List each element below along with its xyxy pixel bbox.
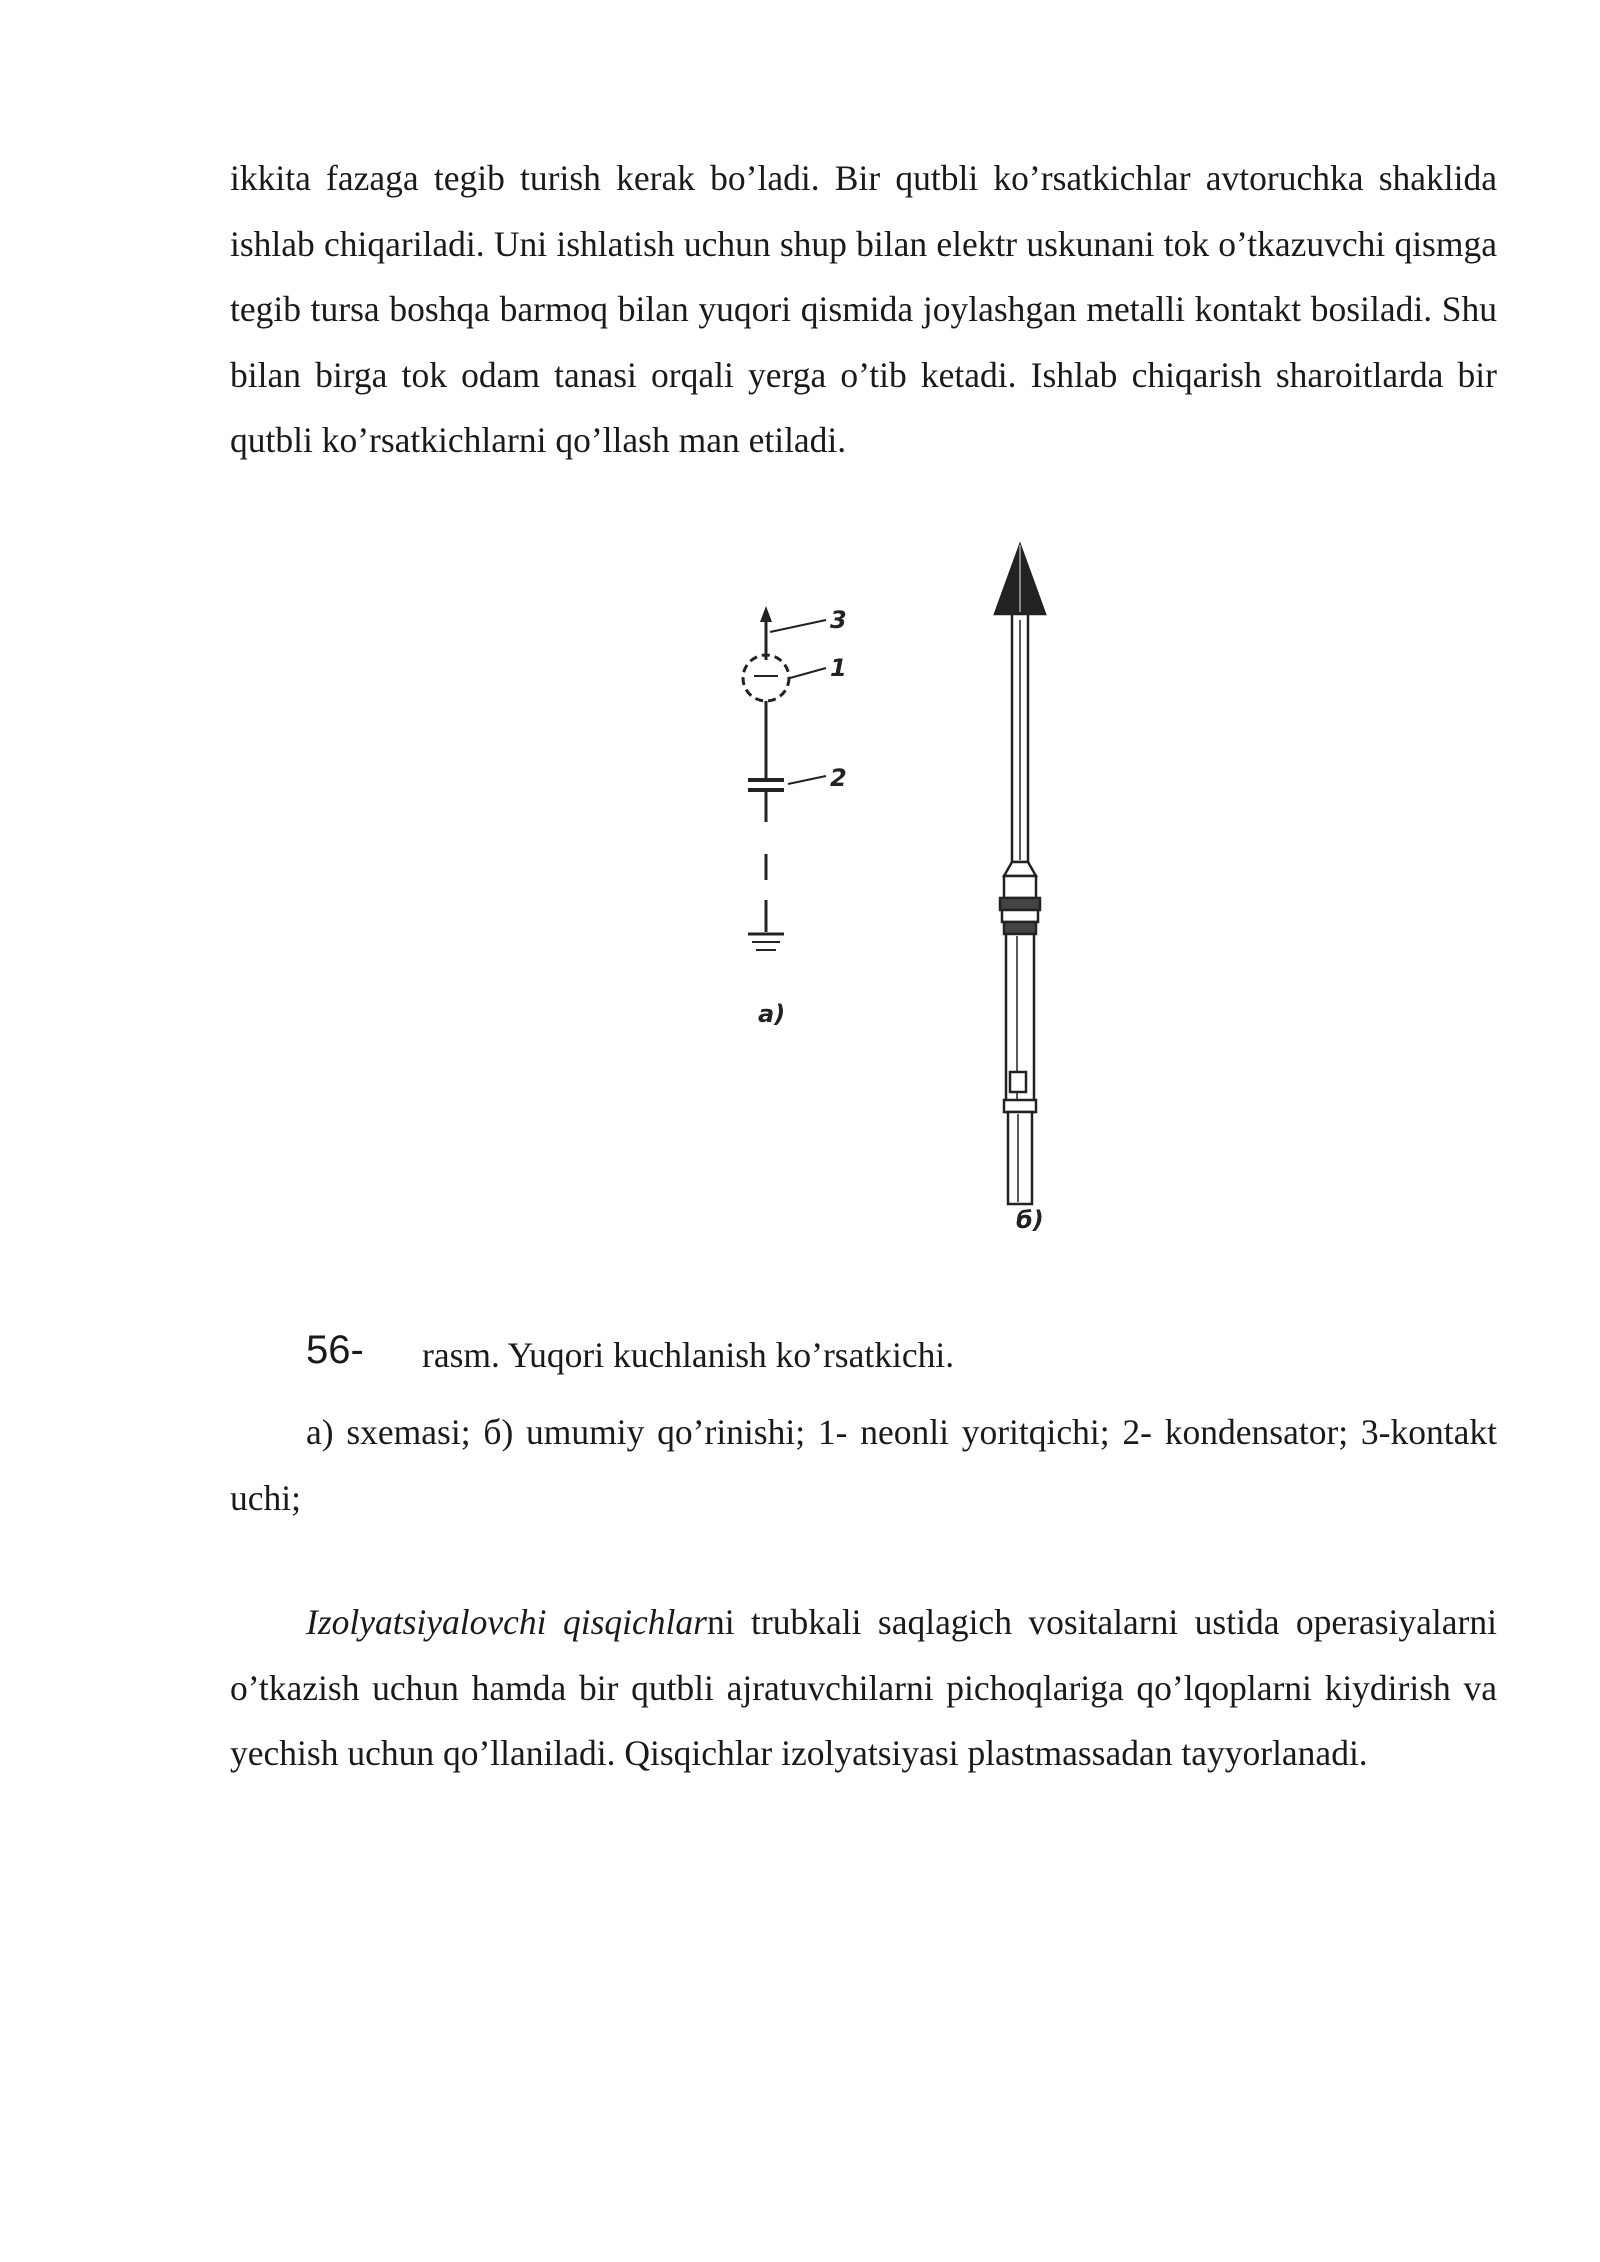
label-1: 1 [830, 654, 847, 682]
figure-legend-block [230, 1400, 1497, 1531]
paragraph-2-italic-term: Izolyatsiyalovchi qisqichlar [306, 1602, 707, 1642]
label-b: б) [1016, 1206, 1044, 1234]
figure-title: rasm. Yuqori kuchlanish ko’rsatkichi. [422, 1335, 955, 1375]
paragraph-2-text [230, 1590, 1497, 1787]
body-paragraph-2 [230, 1590, 1497, 1787]
voltage-indicator-figure [720, 540, 1120, 1260]
label-3: 3 [830, 606, 847, 634]
figure-legend: а) sxemasi; б) umumiy qo’rinishi; 1- neonli yoritqichi; 2- kondensator; 3-kontakt uchi; [230, 1412, 1497, 1518]
paragraph-1-text: ikkita fazaga tegib turish kerak bo’ladi. Bir qutbli ko’rsatkichlar avtoruchka shaklida ishlab chiqariladi. Uni ishlatish uchun shup bilan elektr uskunani tok o’tkazuvchi qismga tegib tursa boshqa barmoq bilan yuqori qismida joylashgan metalli kontakt bosiladi. Shu bilan birga tok odam tanasi orqali yerga o’tib ketadi. Ishlab chiqarish sharoitlarda bir qutbli ko’rsatkichlarni qo’llash man etiladi. [230, 158, 1497, 460]
label-a: а) [758, 1000, 786, 1028]
neon-lamp-symbol [743, 655, 789, 701]
body-paragraph-1 [230, 146, 1497, 474]
contact-tip-arrow [760, 606, 772, 622]
paragraph-2-rest: ni trubkali saqlagich vositalarni ustida operasiyalarni o’tkazish uchun hamda bir qutbli ajratuvchilarni pichoqlariga qo’lqoplarni kiydirish va yechish uchun qo’llaniladi. Qisqichlar izolyatsiyasi plastmassadan tayyorlanadi. [230, 1602, 1497, 1773]
grip [1008, 1112, 1032, 1204]
collar [1004, 876, 1036, 898]
figure-number: 56- [306, 1328, 364, 1372]
scheme-drawing [743, 606, 826, 950]
figure-caption [230, 1328, 1497, 1388]
indicator-drawing [995, 545, 1045, 1204]
label-2: 2 [830, 764, 847, 792]
